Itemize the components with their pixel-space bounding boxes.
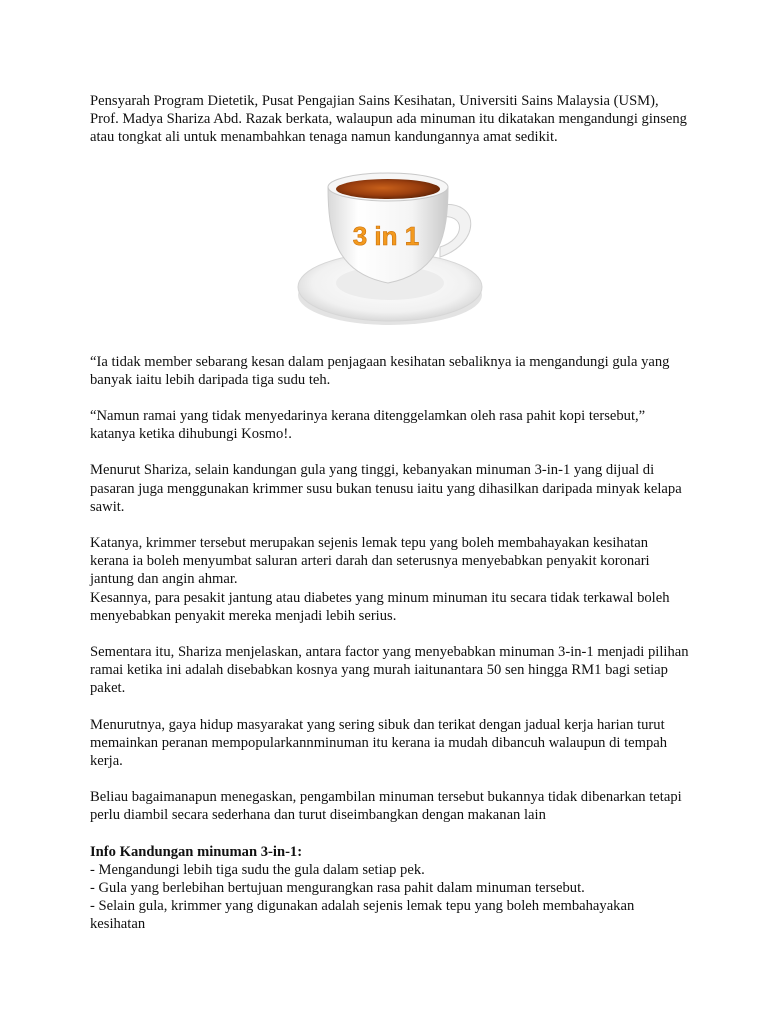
- info-item-1: - Mengandungi lebih tiga sudu the gula dalam setiap pek.: [90, 861, 425, 878]
- info-item-2: - Gula yang berlebihan bertujuan mengurangkan rasa pahit dalam minuman tersebut.: [90, 880, 585, 897]
- tea-surface: [336, 179, 440, 199]
- paragraph-2: “Namun ramai yang tidak menyedarinya kerana ditenggelamkan oleh rasa pahit kopi tersebut,” katanya ketika dihubungi Kosmo!.: [90, 408, 646, 443]
- paragraph-6: Sementara itu, Shariza menjelaskan, antara factor yang menyebabkan minuman 3-in-1 menjadi pilihan ramai ketika ini adalah disebabkan kosnya yang murah iaitunantara 50 sen hingga RM1 bagi setiap paket.: [90, 644, 689, 697]
- cup-label: 3 in 1: [352, 220, 420, 251]
- paragraph-8: Beliau bagaimanapun menegaskan, pengambilan minuman tersebut bukannya tidak dibenarkan tetapi perlu diambil secara sederhana dan turut diseimbangkan dengan makanan lain: [90, 789, 682, 824]
- info-item-3: - Selain gula, krimmer yang digunakan adalah sejenis lemak tepu yang boleh membahayakan kesihatan: [90, 898, 635, 933]
- teacup-illustration: [290, 165, 490, 337]
- teacup-image: [90, 165, 690, 337]
- paragraph-3: Menurut Shariza, selain kandungan gula yang tinggi, kebanyakan minuman 3-in-1 yang dijual di pasaran juga menggunakan krimmer susu bukan tenusu iaitu yang dihasilkan daripada minyak kelapa sawit.: [90, 462, 682, 515]
- paragraph-7: Menurutnya, gaya hidup masyarakat yang sering sibuk dan terikat dengan jadual kerja harian turut memainkan peranan mempopularkannminuman itu kerana ia mudah dibancuh walaupun di tempah kerja.: [90, 716, 668, 770]
- paragraph-5: Kesannya, para pesakit jantung atau diabetes yang minum minuman itu secara tidak terkawal boleh menyebabkan penyakit mereka menjadi lebih serius.: [90, 589, 670, 624]
- document-page: [90, 92, 690, 934]
- paragraph-1: “Ia tidak member sebarang kesan dalam penjagaan kesihatan sebaliknya ia mengandungi gula yang banyak iaitu lebih daripada tiga sudu teh.: [90, 353, 670, 388]
- paragraph-4: Katanya, krimmer tersebut merupakan sejenis lemak tepu yang boleh membahayakan kesihatan kerana ia boleh menyumbat saluran arteri darah dan seterusnya menyebabkan penyakit koronari jantung dan angin ahmar.: [90, 535, 650, 588]
- info-title: Info Kandungan minuman 3-in-1:: [90, 843, 303, 860]
- intro-paragraph: Pensyarah Program Dietetik, Pusat Pengajian Sains Kesihatan, Universiti Sains Malaysia (USM), Prof. Madya Shariza Abd. Razak berkata, walaupun ada minuman itu dikatakan mengandungi ginseng atau tongkat ali untuk menambahkan tenaga namun kandungannya amat sedikit.: [90, 93, 687, 146]
